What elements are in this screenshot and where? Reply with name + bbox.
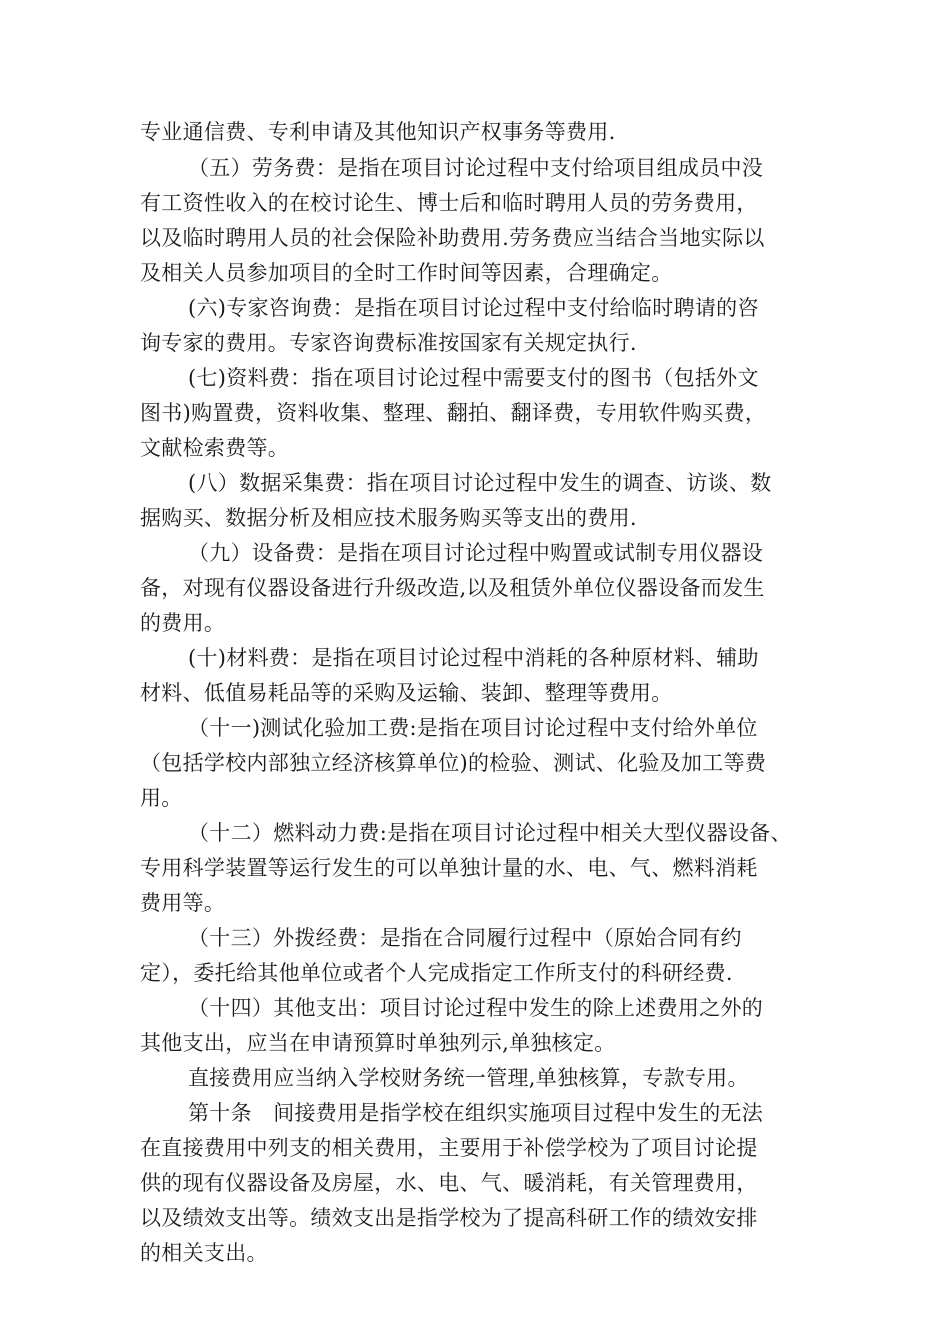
text-line: （十二）燃料动力费:是指在项目讨论过程中相关大型仪器设备、: [188, 821, 792, 845]
text-line: 供的现有仪器设备及房屋，水、电、气、暖消耗，有关管理费用，: [140, 1171, 758, 1195]
text-line: （十一)测试化验加工费:是指在项目讨论过程中支付给外单位: [188, 716, 758, 740]
text-line: 有工资性收入的在校讨论生、博士后和临时聘用人员的劳务费用，: [140, 191, 758, 215]
text-line: 及相关人员参加项目的全时工作时间等因素，合理确定。: [140, 261, 673, 285]
text-line: 在直接费用中列支的相关费用，主要用于补偿学校为了项目讨论提: [140, 1136, 758, 1160]
text-line: （十四）其他支出：项目讨论过程中发生的除上述费用之外的: [188, 996, 764, 1020]
text-line: 图书)购置费，资料收集、整理、翻拍、翻译费，专用软件购买费，: [140, 401, 767, 425]
text-line: 费用等。: [140, 891, 226, 915]
text-line: 其他支出，应当在申请预算时单独列示,单独核定。: [140, 1031, 616, 1055]
text-line: 备，对现有仪器设备进行升级改造,以及租赁外单位仪器设备而发生: [140, 576, 765, 600]
text-line: 文献检索费等。: [140, 436, 290, 460]
text-line: 用。: [140, 786, 183, 810]
text-line: 的相关支出。: [140, 1241, 268, 1265]
text-line: 材料、低值易耗品等的采购及运输、装卸、整理等费用。: [140, 681, 673, 705]
text-line: 据购买、数据分析及相应技术服务购买等支出的费用.: [140, 506, 637, 530]
text-line: (十)材料费：是指在项目讨论过程中消耗的各种原材料、辅助: [188, 646, 759, 670]
text-line: 第十条 间接费用是指学校在组织实施项目过程中发生的无法: [188, 1101, 764, 1125]
text-line: 以及绩效支出等。绩效支出是指学校为了提高科研工作的绩效安排: [140, 1206, 758, 1230]
text-line: 的费用。: [140, 611, 226, 635]
text-line: （包括学校内部独立经济核算单位)的检验、测试、化验及加工等费: [140, 751, 767, 775]
text-line: (八）数据采集费：指在项目讨论过程中发生的调查、访谈、数: [188, 471, 772, 495]
text-line: （十三）外拨经费：是指在合同履行过程中（原始合同有约: [188, 926, 742, 950]
text-line: 专用科学装置等运行发生的可以单独计量的水、电、气、燃料消耗: [140, 856, 758, 880]
text-line: 直接费用应当纳入学校财务统一管理,单独核算，专款专用。: [188, 1066, 749, 1090]
text-line: 定），委托给其他单位或者个人完成指定工作所支付的科研经费.: [140, 961, 733, 985]
text-line: （九）设备费：是指在项目讨论过程中购置或试制专用仪器设: [188, 541, 764, 565]
text-line: (六)专家咨询费：是指在项目讨论过程中支付给临时聘请的咨: [188, 296, 759, 320]
text-line: 专业通信费、专利申请及其他知识产权事务等费用.: [140, 120, 616, 144]
text-line: （五）劳务费：是指在项目讨论过程中支付给项目组成员中没: [188, 156, 764, 180]
text-line: 询专家的费用。专家咨询费标准按国家有关规定执行.: [140, 331, 637, 355]
text-line: 以及临时聘用人员的社会保险补助费用.劳务费应当结合当地实际以: [140, 226, 765, 250]
text-line: (七)资料费：指在项目讨论过程中需要支付的图书（包括外文: [188, 366, 759, 390]
